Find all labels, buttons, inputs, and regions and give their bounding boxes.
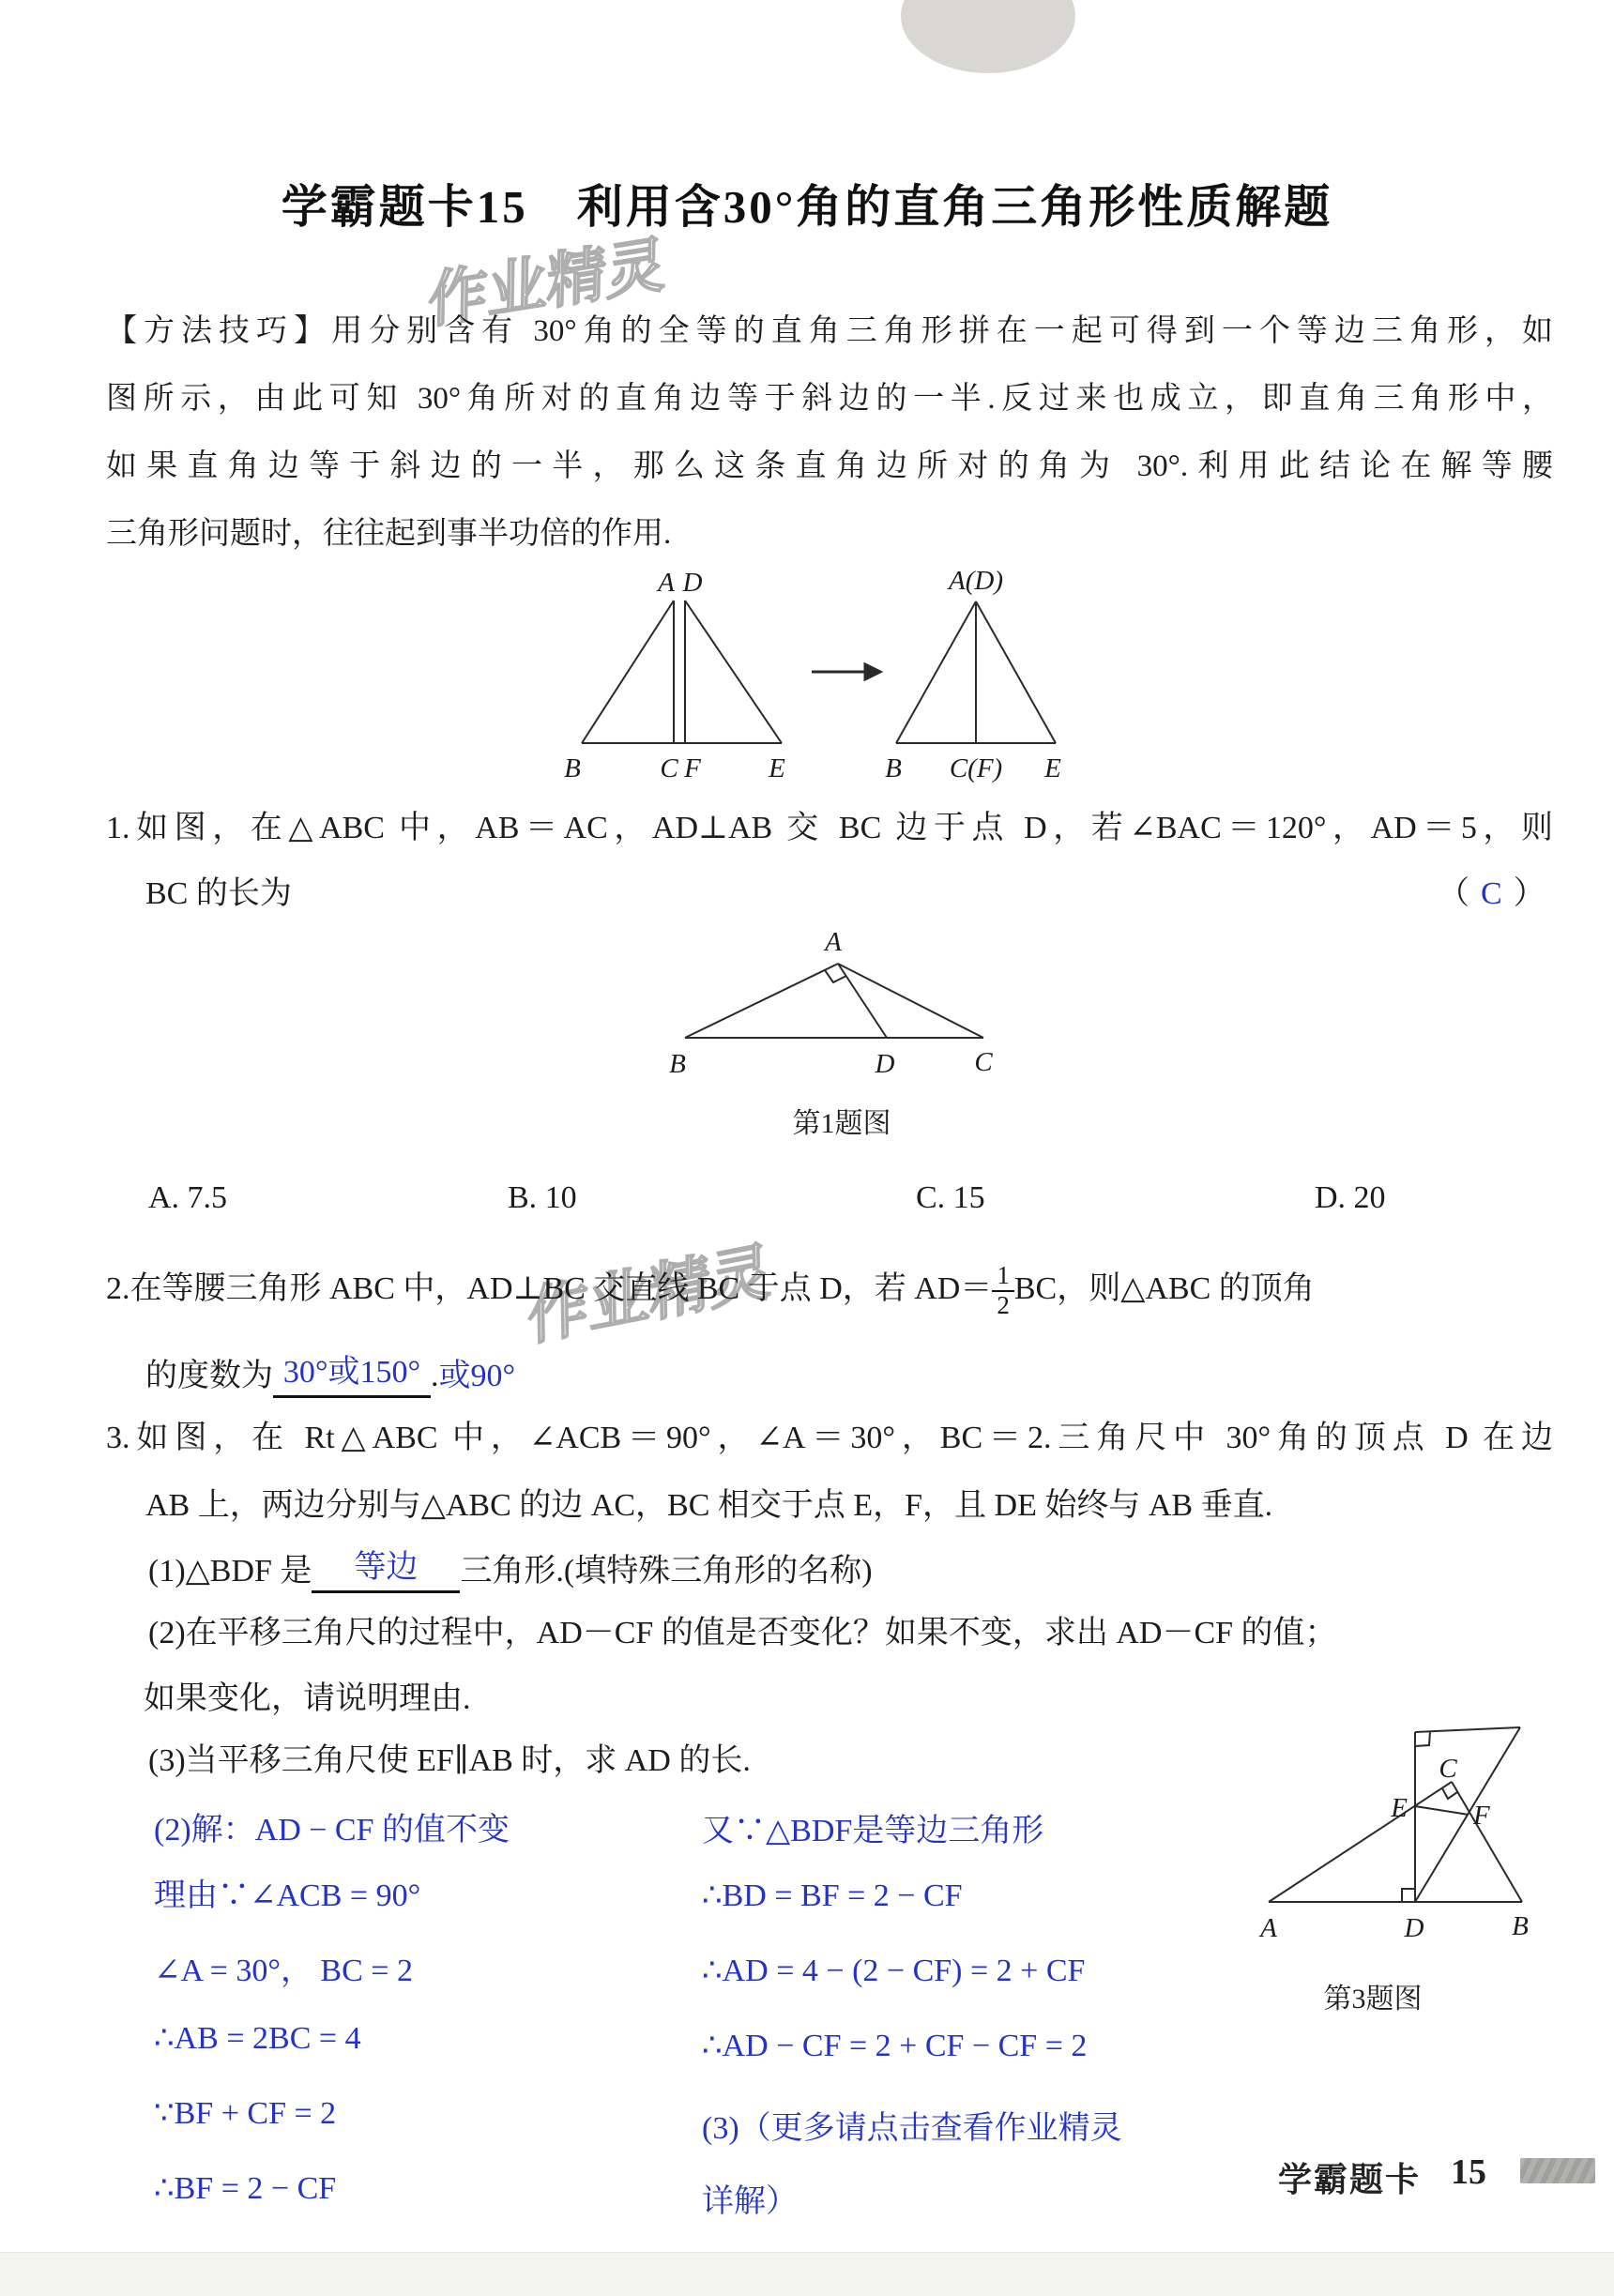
vertex-label: C (974, 1047, 993, 1077)
solution-line: (3)（更多请点击查看作业精灵 (702, 2111, 1122, 2146)
fraction-denominator: 2 (997, 1291, 1010, 1319)
vertex-label: E (1391, 1793, 1408, 1823)
paren-close: ） (1513, 876, 1545, 911)
solution-line: 又∵△BDF是等边三角形 (702, 1814, 1044, 1848)
problem3-part2-line2: 如果变化，请说明理由. (144, 1681, 471, 1716)
method-tips-line4: 三角形问题时，往往起到事半功倍的作用. (106, 517, 672, 551)
method-tips-line1: 【方法技巧】用分别含有 30°角的全等的直角三角形拼在一起可得到一个等边三角形，如 (106, 314, 1553, 348)
figure-caption: 第3题图 (1323, 1984, 1423, 2015)
page-bottom-edge (0, 2252, 1614, 2296)
watermark-text: 作业精灵 (526, 1237, 772, 1354)
vertex-label: E (1044, 753, 1061, 783)
problem2-line2 (145, 1349, 515, 1398)
intro-left-triangles (582, 601, 782, 743)
problem1-figure (610, 924, 1060, 1149)
answer-blank (273, 1349, 431, 1398)
problem2-answer-part2: 或90° (438, 1359, 516, 1393)
problem3-part1 (148, 1544, 873, 1593)
vertex-label: C (1439, 1754, 1457, 1784)
problem2-answer-part1: 30°或150° (282, 1355, 421, 1390)
part1-prefix: (1)△BDF 是 (148, 1554, 312, 1589)
vertex-label: D (875, 1049, 895, 1079)
intro-merged-triangle (896, 601, 1056, 743)
figure-caption: 第1题图 (792, 1108, 891, 1139)
solution-line: ∴AD − CF = 2 + CF − CF = 2 (702, 2029, 1088, 2063)
problem3-line1: 3.如图，在 Rt△ABC 中，∠ACB＝90°，∠A＝30°，BC＝2.三角尺中 30°角的顶点 D 在边 (106, 1421, 1553, 1455)
solution-line: 详解） (702, 2184, 798, 2219)
solution-line: ∴BD = BF = 2 − CF (702, 1878, 963, 1913)
sentence-period: . (431, 1359, 439, 1393)
problem2-line1-suffix: BC，则△ABC 的顶角 (1013, 1271, 1315, 1306)
watermark-text: 作业精灵 (427, 230, 666, 336)
footer-page-number: 15 (1451, 2152, 1486, 2192)
option-b: B. 10 (508, 1180, 577, 1215)
vertex-label: D (1404, 1913, 1424, 1943)
option-d: D. 20 (1315, 1180, 1386, 1215)
problem2-line2-prefix: 的度数为 (145, 1359, 273, 1393)
vertex-label: A (1260, 1913, 1277, 1943)
problem3-figure (1220, 1687, 1605, 2025)
option-a: A. 7.5 (148, 1180, 228, 1215)
solution-line: ∴AB = 2BC = 4 (154, 2021, 361, 2056)
footer-badge (1520, 2158, 1595, 2183)
answer-blank (312, 1544, 460, 1593)
right-angle-mark (1442, 1788, 1457, 1799)
vertex-label: E (769, 753, 785, 783)
vertex-label: A(D) (949, 566, 1003, 596)
vertex-label: F (684, 753, 701, 783)
page-title: 学霸题卡15 利用含30°角的直角三角形性质解题 (281, 181, 1333, 233)
option-c: C. 15 (916, 1180, 985, 1215)
fraction-numerator: 1 (992, 1263, 1014, 1292)
vertex-label: F (1473, 1801, 1490, 1831)
vertex-label: C(F) (949, 753, 1003, 783)
problem2-line1 (106, 1262, 1553, 1319)
method-tips-line2: 图所示，由此可知 30°角所对的直角边等于斜边的一半.反过来也成立，即直角三角形中， (106, 382, 1553, 416)
solution-line: 理由∵∠ACB = 90° (154, 1878, 421, 1913)
footer-series-label: 学霸题卡 (1278, 2161, 1422, 2198)
problem1-answer: C (1481, 876, 1502, 911)
solution-line: (2)解：AD − CF 的值不变 (154, 1813, 510, 1847)
vertex-label: D (682, 568, 703, 598)
problem2-line1-prefix: 2.在等腰三角形 ABC 中，AD⊥BC 交直线 BC 于点 D，若 AD＝ (106, 1271, 993, 1306)
fraction-one-half (992, 1263, 1014, 1318)
solution-line: ∠A = 30°， BC = 2 (154, 1954, 413, 1988)
right-angle-mark (1402, 1889, 1415, 1902)
vertex-label: A (825, 927, 842, 957)
vertex-label: B (564, 753, 581, 783)
problem1-line2: BC 的长为 (145, 876, 292, 911)
problem1-line1: 1.如图，在△ABC 中，AB＝AC，AD⊥AB 交 BC 边于点 D，若∠BAC＝120°，AD＝5，则 (106, 811, 1553, 845)
method-tips-line3: 如果直角边等于斜边的一半，那么这条直角边所对的角为 30°.利用此结论在解等腰 (106, 449, 1553, 483)
intro-triangles-figure (525, 559, 1089, 798)
solution-line: ∴BF = 2 − CF (154, 2171, 337, 2206)
vertex-label: C (660, 753, 678, 783)
problem3-line2: AB 上，两边分别与△ABC 的边 AC，BC 相交于点 E，F，且 DE 始终与 AB 垂直. (145, 1488, 1273, 1523)
vertex-label: B (1512, 1911, 1529, 1941)
problem3-part2-line1: (2)在平移三角尺的过程中，AD－CF 的值是否变化？如果不变，求出 AD－CF 的值； (148, 1616, 1337, 1650)
problem1-answer-slot (1438, 867, 1545, 913)
right-angle-mark (1415, 1731, 1430, 1746)
vertex-label: B (669, 1049, 686, 1079)
part1-suffix: 三角形.(填特殊三角形的名称) (460, 1554, 873, 1589)
paren-open: （ (1438, 876, 1469, 911)
problem3-part3-line: (3)当平移三角尺使 EF∥AB 时，求 AD 的长. (148, 1743, 751, 1778)
vertex-label: B (885, 753, 902, 783)
part1-answer: 等边 (354, 1550, 419, 1585)
solution-line: ∴AD = 4 − (2 − CF) = 2 + CF (702, 1954, 1086, 1988)
arrow-icon (812, 664, 880, 679)
vertex-label: A (658, 568, 675, 598)
solution-line: ∵BF + CF = 2 (154, 2096, 337, 2131)
scan-blob-mark (901, 0, 1075, 73)
